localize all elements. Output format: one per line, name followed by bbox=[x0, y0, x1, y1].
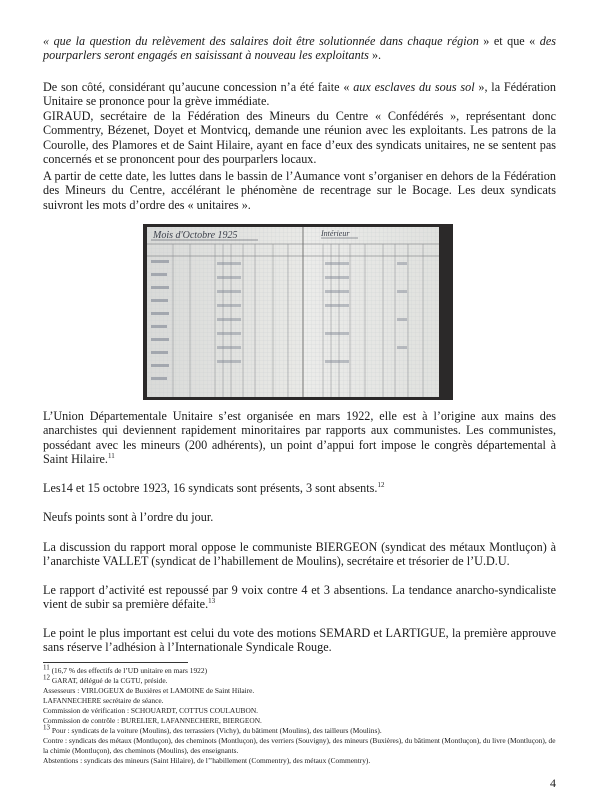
page-number: 4 bbox=[550, 776, 556, 790]
quote-text: que la question du relèvement des salaires doit être solutionnée dans chaque région bbox=[53, 34, 479, 48]
footnote-number: 13 bbox=[43, 723, 50, 732]
footnote-ref[interactable]: 11 bbox=[107, 452, 115, 461]
footnote-line bbox=[43, 756, 556, 766]
footnote-text: Abstentions : syndicats des mineurs (Saint Hilaire), de l’’habillement (Commentry), des métaux (Commentry). bbox=[43, 756, 371, 765]
paragraph-quote bbox=[43, 34, 556, 63]
footnote-text: LAFANNECHERE secrétaire de séance. bbox=[43, 696, 164, 705]
quote-text: des pourparlers seront engagés en saisissant à nouveau les exploitants bbox=[43, 34, 556, 63]
quote-mark: » et que « bbox=[478, 34, 540, 48]
paragraph-union-departementale bbox=[43, 409, 556, 467]
paragraph-rapport-moral: La discussion du rapport moral oppose le communiste BIERGEON (syndicat des métaux Montluçon) à l’anarchiste VALLET (syndicat de l’habillement de Moulins), secrétaire et trésorier de l’U.D.U. bbox=[43, 540, 556, 569]
footnote-text: Pour : syndicats de la voiture (Moulins), des terrassiers (Vichy), du bâtiment (Moulins), des tailleurs (Moulins). bbox=[50, 726, 382, 735]
register-handwritten-title: Mois d'Octobre 1925 bbox=[153, 230, 238, 241]
paragraph-ordre-du-jour: Neufs points sont à l’ordre du jour. bbox=[43, 510, 214, 524]
text: », la Fédération Unitaire se prononce pour la grève immédiate. bbox=[43, 80, 556, 109]
quote-mark: ». bbox=[368, 48, 382, 63]
footnote-ref[interactable]: 12 bbox=[377, 480, 385, 489]
footnote-text: Commission de vérification : SCHOUARDT, COTTUS COULAUBON. bbox=[43, 706, 259, 715]
archive-register-photo bbox=[143, 224, 453, 400]
footnote-text: (16,7 % des effectifs de l’UD unitaire en mars 1922) bbox=[49, 666, 208, 675]
footnote-text: Contre : syndicats des métaux (Montluçon), des cheminots (Montluçon), des verriers (Souvigny), des mineurs (Buxières), du bâtiment (Montluçon), du livre (Montluçon), de la chimie (Montluçon), des cheminots (Moulins), des enseignants. bbox=[43, 736, 556, 755]
footnote-line bbox=[43, 706, 556, 716]
paragraph-rapport-activite bbox=[43, 583, 556, 612]
paragraph-aumance: A partir de cette date, les luttes dans le bassin de l’Aumance vont s’organiser en dehors de la Fédération des Mineurs du Centre, accélérant le phénomène de recentrage sur le Bocage. Les deux syndicats suivront les mots d’ordre des « unitaires ». bbox=[43, 169, 556, 212]
footnote-text: GARAT, délégué de la CGTU, préside. bbox=[50, 676, 168, 685]
paragraph-federation-unitaire bbox=[43, 80, 556, 109]
register-illustration bbox=[143, 224, 453, 400]
quote-text: aux esclaves du sous sol bbox=[353, 80, 475, 94]
text: Les14 et 15 octobre 1923, 16 syndicats sont présents, 3 sont absents. bbox=[43, 481, 378, 495]
footnote-line bbox=[43, 736, 556, 755]
footnote-line bbox=[43, 686, 556, 696]
register-handwritten-subtitle: Intérieur bbox=[321, 229, 350, 238]
footnote-number: 12 bbox=[43, 673, 50, 682]
footnote-11 bbox=[43, 663, 556, 676]
paragraph-giraud: GIRAUD, secrétaire de la Fédération des Mineurs du Centre « Confédérés », représentant donc Commentry, Bézenet, Doyet et Montvicq, demande une réunion avec les exploitants. Les patrons de la Courolle, des Plamores et de Saint Hilaire, ayant en face d’eux des syndicats unitaires, ne se sentent pas concernés et se prononcent pour des pourparlers locaux. bbox=[43, 109, 556, 167]
footnote-number: 11 bbox=[43, 663, 50, 672]
text: L’Union Départementale Unitaire s’est organisée en mars 1922, elle est à l’origine aux mains des anarchistes qui deviennent rapidement minoritaires par rapports aux communistes. Les communistes, possédant avec les mineurs (200 adhérents), un point d’appui fort impose le congrès départemental à Saint Hilaire. bbox=[43, 409, 556, 467]
paragraph-october-1923 bbox=[43, 481, 556, 495]
footnote-12 bbox=[43, 673, 556, 686]
paragraph-motions: Le point le plus important est celui du vote des motions SEMARD et LARTIGUE, la première approuve sans réserve l’adhésion à l’Internationale Syndicale Rouge. bbox=[43, 626, 556, 655]
footnote-text: Commission de contrôle : BURELIER, LAFANNECHERE, BIERGEON. bbox=[43, 716, 262, 725]
footnote-13 bbox=[43, 723, 556, 736]
footnote-text: Assesseurs : VIRLOGEUX de Buxières et LAMOINE de Saint Hilaire. bbox=[43, 686, 255, 695]
quote-mark: « bbox=[43, 34, 54, 48]
footnote-line bbox=[43, 696, 556, 706]
footnote-line bbox=[43, 716, 556, 726]
text: De son côté, considérant qu’aucune concession n’a été faite « bbox=[43, 80, 354, 94]
footnote-separator bbox=[43, 662, 188, 663]
footnote-ref[interactable]: 13 bbox=[208, 597, 216, 606]
text: Le rapport d’activité est repoussé par 9 voix contre 4 et 3 absentions. La tendance anarcho-syndicaliste vient de subir sa première défaite. bbox=[43, 583, 556, 612]
